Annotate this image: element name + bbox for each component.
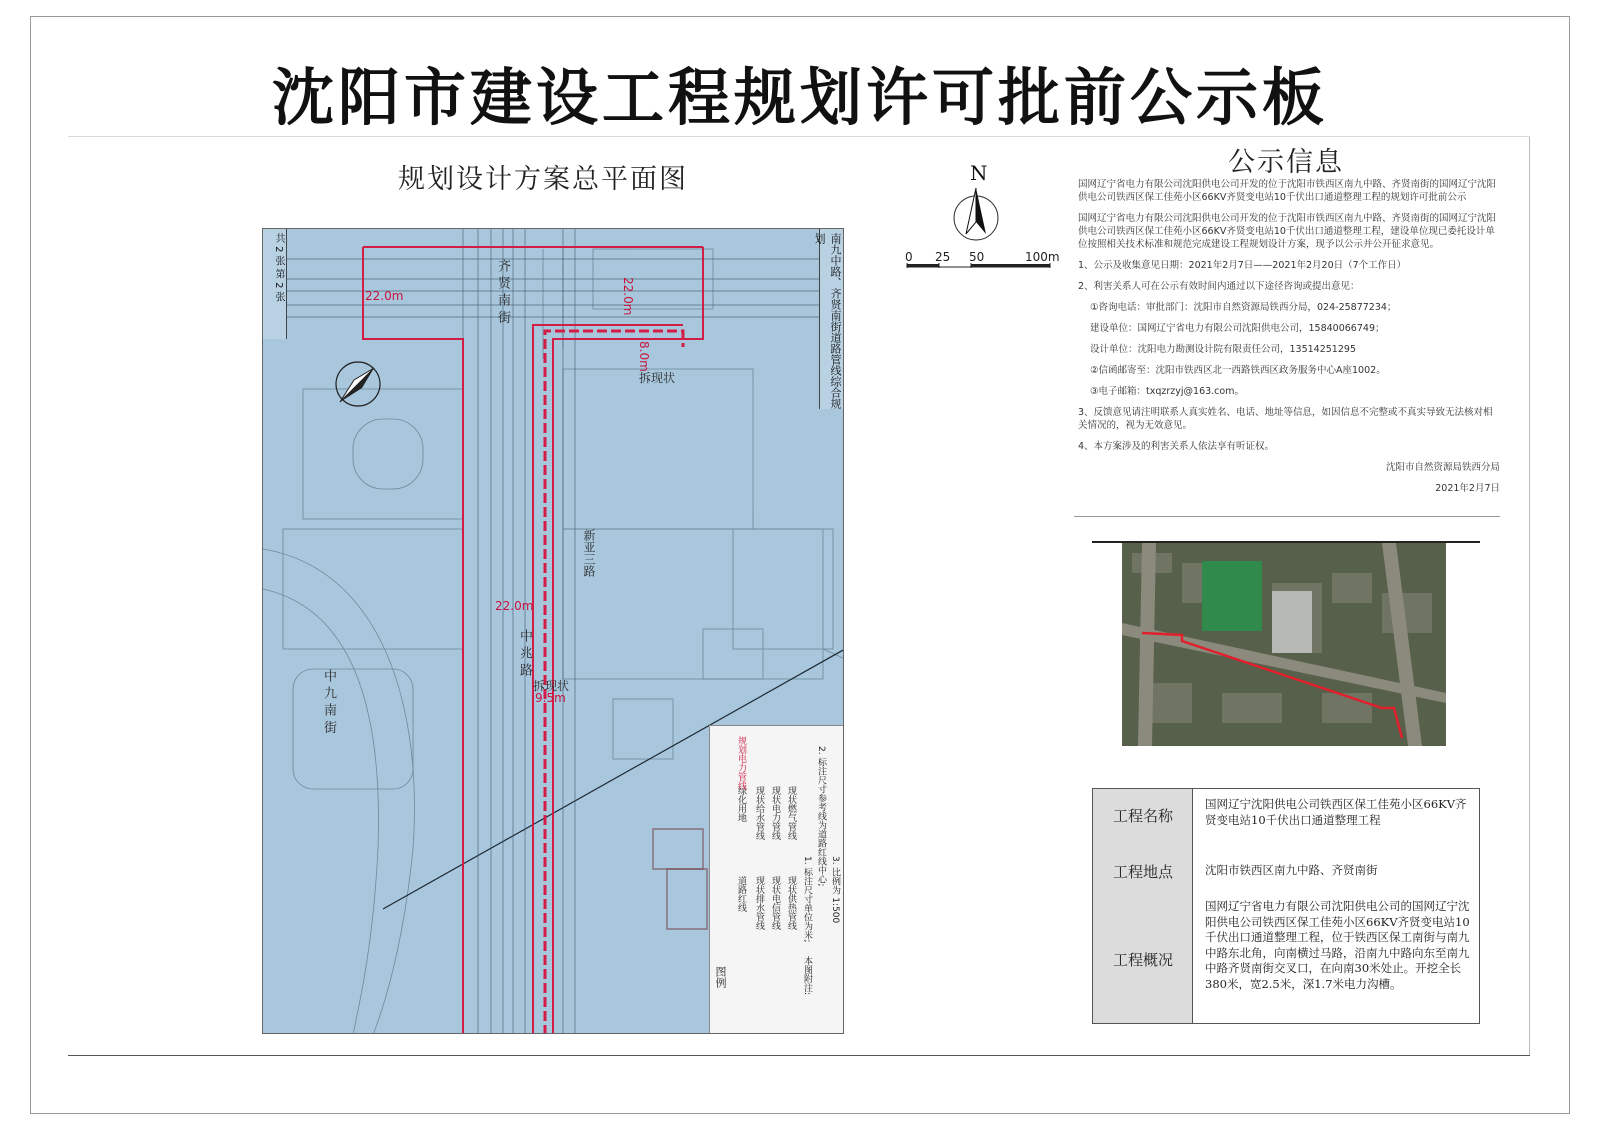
legend-title: 图例 [714, 966, 727, 988]
map-dimension-label: 22.0m [495, 599, 534, 613]
legend-notes-title: 本图附注: [802, 956, 812, 996]
notice-body [1078, 178, 1500, 514]
map-annotation: 新亚三路 [582, 529, 596, 577]
legend-item: 现状给水管线 [754, 786, 764, 840]
notice-paragraph: ②信函邮寄至：沈阳市铁西区北一西路铁西区政务服务中心A座1002。 [1090, 365, 1386, 376]
map-dimension-label: 22.0m [365, 289, 404, 303]
notice-paragraph: 4、本方案涉及的利害关系人依法享有听证权。 [1078, 441, 1275, 452]
notice-paragraph: 国网辽宁省电力有限公司沈阳供电公司开发的位于沈阳市铁西区南九中路、齐贤南街的国网辽宁沈阳供电公司铁西区保工佳苑小区66KV齐贤变电站10千伏出口通道整理工程的规划许可批前公示 [1078, 179, 1497, 203]
scale-tick: 100m [1025, 250, 1060, 264]
map-sheet-number: 共 2 张 第 2 张 [263, 229, 287, 339]
notice-title: 公示信息 [1228, 147, 1344, 178]
legend-note: 1. 标注尺寸单位为米; [802, 856, 812, 943]
legend-item: 现状供热管线 [786, 876, 796, 930]
legend-note: 3. 比例为 1:500 [830, 856, 840, 924]
legend-item: 现状电力管线 [770, 786, 780, 840]
map-drawing-title: 南九中路、齐贤南街道路管线综合规划 [819, 229, 843, 409]
scale-tick: 25 [935, 250, 951, 264]
map-dimension-label: 9.5m [535, 691, 566, 705]
project-info-table [1092, 788, 1480, 1024]
site-plan-map [262, 228, 844, 1034]
legend-item: 规划电力管线 [736, 736, 746, 790]
legend-item: 现状排水管线 [754, 876, 764, 930]
notice-paragraph: ①咨询电话：审批部门：沈阳市自然资源局铁西分局，024-25877234； [1090, 302, 1397, 313]
project-site-value: 沈阳市铁西区南九中路、齐贤南街 [1205, 863, 1378, 877]
legend-item: 道路红线 [736, 876, 746, 912]
map-road-label: 中 兆 路 [517, 629, 532, 677]
legend-item: 现状燃气管线 [786, 786, 796, 840]
notice-signature: 沈阳市自然资源局铁西分局 [1385, 462, 1500, 473]
notice-paragraph: ③电子邮箱：txqzrzyj@163.com。 [1090, 386, 1244, 397]
bottom-divider [68, 1055, 1530, 1056]
project-summary-label: 工程概况 [1112, 951, 1173, 969]
scale-tick: 50 [969, 250, 985, 264]
notice-paragraph: 3、反馈意见请注明联系人真实姓名、电话、地址等信息，如因信息不完整或不真实导致无法核对相关情况的，视为无效意见。 [1078, 407, 1493, 431]
map-annotation: 拆现状 [639, 371, 676, 385]
map-dimension-label: 8.0m [637, 341, 651, 372]
legend-item: 绿化用地 [736, 786, 746, 822]
page-title: 沈阳市建设工程规划许可批前公示板 [271, 61, 1328, 134]
notice-paragraph: 2、利害关系人可在公示有效时间内通过以下途径咨询或提出意见： [1078, 281, 1360, 292]
map-road-label: 齐 贤 南 街 [495, 259, 510, 324]
scale-tick: 0 [905, 250, 913, 264]
compass-n: N [970, 161, 988, 185]
legend-item: 现状电信管线 [770, 876, 780, 930]
project-summary-value: 国网辽宁省电力有限公司沈阳供电公司的国网辽宁沈阳供电公司铁西区保工佳苑小区66KV齐贤变电站10千伏出口通道整理工程，位于铁西区保工南街与南九中路东北角，向南横过马路，沿南九中路向东至南九中路齐贤南街交叉口，在向南30米处止。开挖全长380米，宽2.5米，深1.7米电力沟槽。 [1205, 899, 1470, 991]
notice-paragraph: 设计单位：沈阳电力勘测设计院有限责任公司，13514251295 [1090, 344, 1356, 355]
scale-bar [905, 250, 1060, 280]
north-arrow-icon [948, 160, 1008, 250]
map-road-label: 中 九 南 街 [321, 669, 336, 734]
aerial-photo [1122, 543, 1446, 746]
map-dimension-label: 22.0m [621, 277, 635, 316]
map-annotation: 拆现状 [533, 679, 570, 693]
notice-paragraph: 1、公示及收集意见日期：2021年2月7日——2021年2月20日（7个工作日） [1078, 260, 1407, 271]
project-site-label: 工程地点 [1112, 863, 1173, 881]
project-name-value: 国网辽宁沈阳供电公司铁西区保工佳苑小区66KV齐贤变电站10千伏出口通道整理工程 [1205, 797, 1467, 827]
notice-divider [1074, 516, 1500, 517]
notice-paragraph: 建设单位：国网辽宁省电力有限公司沈阳供电公司，15840066749； [1090, 323, 1385, 334]
notice-date: 2021年2月7日 [1435, 483, 1500, 494]
project-name-label: 工程名称 [1112, 807, 1173, 825]
legend-note: 2. 标注尺寸参考线为道路红线中心; [816, 746, 826, 887]
notice-paragraph: 国网辽宁省电力有限公司沈阳供电公司开发的位于沈阳市铁西区南九中路、齐贤南街的国网辽宁沈阳供电公司铁西区保工佳苑小区66KV齐贤变电站10千伏出口通道整理工程，建设单位现已委托设计单位按照相关技术标准和规范完成建设工程规划设计方案，现予以公示并公开征求意见。 [1078, 213, 1497, 250]
plan-title: 规划设计方案总平面图 [398, 164, 688, 195]
map-legend [709, 725, 844, 1034]
